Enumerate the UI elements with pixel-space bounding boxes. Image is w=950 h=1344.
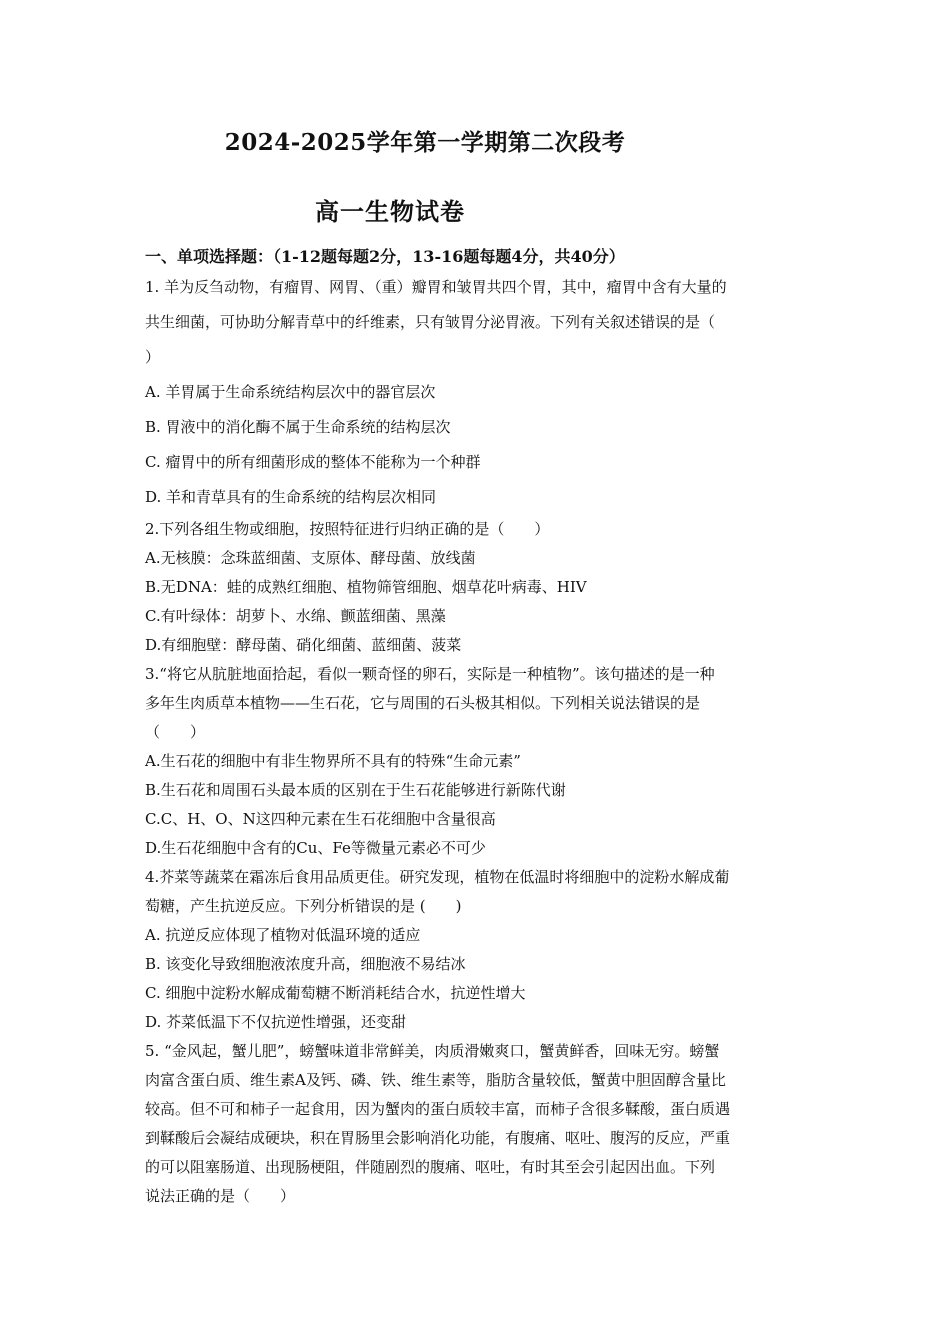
question-stem: 多年生肉质草本植物——生石花，它与周围的石头极其相似。下列相关说法错误的是 xyxy=(145,694,701,712)
question-stem: 较高。但不可和柿子一起食用，因为蟹肉的蛋白质较丰富，而柿子含很多鞣酸，蛋白质遇 xyxy=(145,1100,731,1118)
option-b: B. 该变化导致细胞液浓度升高，细胞液不易结冰 xyxy=(145,955,466,973)
option-a: A. 抗逆反应体现了植物对低温环境的适应 xyxy=(145,926,421,944)
question-stem: 3.“将它从肮脏地面拾起，看似一颗奇怪的卵石，实际是一种植物”。该句描述的是一种 xyxy=(145,665,715,683)
option-d: D.有细胞壁：酵母菌、硝化细菌、蓝细菌、菠菜 xyxy=(145,636,462,654)
question-stem: 共生细菌，可协助分解青草中的纤维素，只有皱胃分泌胃液。下列有关叙述错误的是（ xyxy=(145,313,716,331)
question-stem: ） xyxy=(145,348,161,366)
option-c: C. 细胞中淀粉水解成葡萄糖不断消耗结合水，抗逆性增大 xyxy=(145,984,526,1002)
option-b: B.无DNA：蛙的成熟红细胞、植物筛管细胞、烟草花叶病毒、HIV xyxy=(145,578,587,596)
question-2 xyxy=(145,515,810,660)
question-1 xyxy=(145,270,810,515)
exam-title: 2024-2025学年第一学期第二次段考 xyxy=(224,129,626,156)
option-c: C.C、H、O、N这四种元素在生石花细胞中含量很高 xyxy=(145,810,496,828)
option-a: A.无核膜：念珠蓝细菌、支原体、酵母菌、放线菌 xyxy=(145,549,476,567)
option-a: A. 羊胃属于生命系统结构层次中的器官层次 xyxy=(145,383,436,401)
question-4 xyxy=(145,863,810,1037)
exam-subtitle: 高一生物试卷 xyxy=(315,197,465,226)
option-d: D. 羊和青草具有的生命系统的结构层次相同 xyxy=(145,488,437,506)
section-heading: 一、单项选择题：（1-12题每题2分，13-16题每题4分，共40分） xyxy=(145,247,625,266)
option-a: A.生石花的细胞中有非生物界所不具有的特殊“生命元素” xyxy=(145,752,521,770)
question-stem: 肉富含蛋白质、维生素A及钙、磷、铁、维生素等，脂肪含量较低，蟹黄中胆固醇含量比 xyxy=(145,1071,726,1089)
question-stem: 萄糖，产生抗逆反应。下列分析错误的是 ( ) xyxy=(145,897,462,915)
option-d: D. 芥菜低温下不仅抗逆性增强，还变甜 xyxy=(145,1013,407,1031)
option-c: C.有叶绿体：胡萝卜、水绵、颤蓝细菌、黑藻 xyxy=(145,607,446,625)
option-d: D.生石花细胞中含有的Cu、Fe等微量元素必不可少 xyxy=(145,839,486,857)
question-stem: 5. “金风起，蟹儿肥”，螃蟹味道非常鲜美，肉质滑嫩爽口，蟹黄鲜香，回味无穷。螃蟹 xyxy=(145,1042,720,1060)
question-3 xyxy=(145,660,810,863)
option-c: C. 瘤胃中的所有细菌形成的整体不能称为一个种群 xyxy=(145,453,481,471)
question-stem: 的可以阻塞肠道、出现肠梗阻，伴随剧烈的腹痛、呕吐，有时其至会引起因出血。下列 xyxy=(145,1158,716,1176)
exam-content xyxy=(145,244,810,1211)
question-5 xyxy=(145,1037,810,1211)
option-b: B.生石花和周围石头最本质的区别在于生石花能够进行新陈代谢 xyxy=(145,781,566,799)
question-stem: 说法正确的是（ ） xyxy=(145,1187,296,1205)
question-stem: 到鞣酸后会凝结成硬块，积在胃肠里会影响消化功能，有腹痛、呕吐、腹泻的反应，严重 xyxy=(145,1129,731,1147)
question-stem: 2.下列各组生物或细胞，按照特征进行归纳正确的是（ ） xyxy=(145,520,550,538)
question-stem: 1. 羊为反刍动物，有瘤胃、网胃、（重）瓣胃和皱胃共四个胃，其中，瘤胃中含有大量的 xyxy=(145,278,727,296)
question-stem: （ ） xyxy=(145,723,206,741)
option-b: B. 胃液中的消化酶不属于生命系统的结构层次 xyxy=(145,418,451,436)
question-stem: 4.芥菜等蔬菜在霜冻后食用品质更佳。研究发现，植物在低温时将细胞中的淀粉水解成葡 xyxy=(145,868,730,886)
